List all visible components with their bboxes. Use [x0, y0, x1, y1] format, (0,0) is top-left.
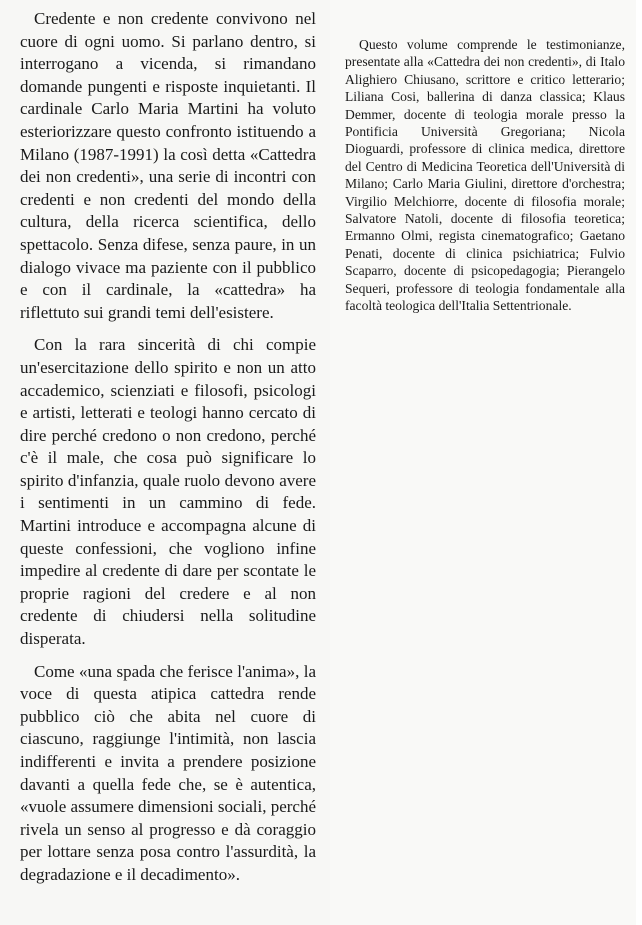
left-text-column	[20, 8, 316, 897]
scan-border	[636, 0, 642, 925]
left-paragraph-2: Con la rara sincerità di chi compie un'esercitazione dello spirito e non un atto accademico, scienziati e filosofi, psicologi e artisti, letterati e teologi hanno cercato di dire perché credono o non credono, perché c'è il male, che cosa può significare lo spirito d'infanzia, quale ruolo devono avere i sentimenti in un cammino di fede. Martini introduce e accompagna alcune di queste confessioni, che vogliono infine impedire al credente di dare per scontate le proprie ragioni del credere e al non credente di chiudersi nella solitudine disperata.	[20, 335, 316, 649]
contributors-paragraph: Questo volume comprende le testimonianze, presentate alla «Cattedra dei non credenti», di Italo Alighiero Chiusano, scrittore e critico letterario; Liliana Cosi, ballerina di danza classica; Klaus Demmer, docente di teologia morale presso la Pontificia Università Gregoriana; Nicola Dioguardi, professore di clinica medica, direttore del Centro di Medicina Teoretica dell'Università di Milano; Carlo Maria Giulini, direttore d'orchestra; Virgilio Melchiorre, docente di filosofia morale; Salvatore Natoli, docente di filosofia teoretica; Ermanno Olmi, regista cinematografico; Gaetano Penati, docente di clinica psichiatrica; Fulvio Scaparro, docente di psicopedagogia; Pierangelo Sequeri, professore di teologia fondamentale alla facoltà teologica dell'Italia Settentrionale.	[345, 37, 625, 314]
left-paragraph-3: Come «una spada che ferisce l'anima», la voce di questa atipica cattedra rende pubblico ciò che abita nel cuore di ciascuno, raggiunge l'intimità, non lascia indifferenti e invita a prendere posizione davanti a quella fede che, se è autentica, «vuole assumere dimensioni sociali, perché rivela un senso al progresso e dà coraggio per lottare senza posa contro l'assurdità, la degradazione e il decadimento».	[20, 661, 316, 884]
right-text-column	[345, 36, 625, 315]
left-paragraph-1: Credente e non credente convivono nel cuore di ogni uomo. Si parlano dentro, si interrogano a vicenda, si rimandano domande pungenti e risposte inquietanti. Il cardinale Carlo Maria Martini ha voluto esteriorizzare questo confronto istituendo a Milano (1987-1991) la così detta «Cattedra dei non credenti», una serie di incontri con credenti e non credenti del mondo della cultura, della ricerca scientifica, dello spettacolo. Senza difese, senza paure, in un dialogo vivace ma paziente con il pubblico e con il cardinale, la «cattedra» ha riflettuto sui grandi temi dell'esistere.	[20, 9, 316, 322]
